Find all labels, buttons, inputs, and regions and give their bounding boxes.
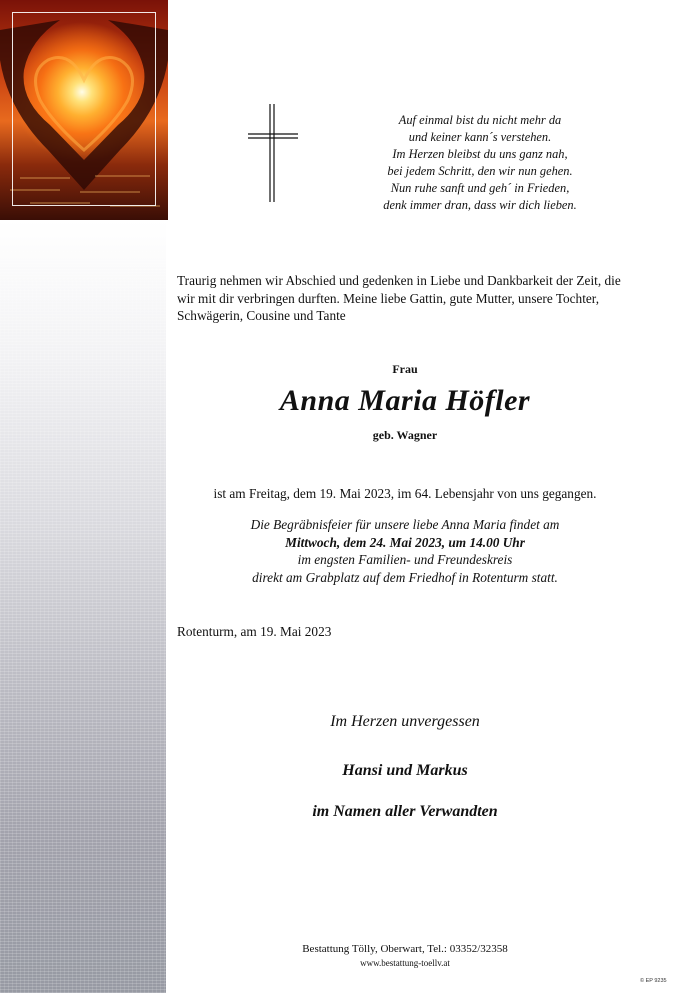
undertaker-website: www.bestattung-toellv.at <box>360 958 450 968</box>
poem-line: bei jedem Schritt, den wir nun gehen. <box>387 164 573 178</box>
decorative-side-strip <box>0 220 166 993</box>
photo-frame <box>12 12 156 206</box>
funeral-line: Die Begräbnisfeier für unsere liebe Anna Maria findet am <box>250 517 560 532</box>
funeral-date: Mittwoch, dem 24. Mai 2023, um 14.00 Uhr <box>285 534 525 550</box>
relatives-line: im Namen aller Verwandten <box>312 803 498 820</box>
funeral-info <box>200 516 610 586</box>
heart-sunset-photo <box>0 0 168 220</box>
undertaker-info: Bestattung Tölly, Oberwart, Tel.: 03352/32358 <box>302 943 508 955</box>
death-notice: ist am Freitag, dem 19. Mai 2023, im 64. Lebensjahr von uns gegangen. <box>213 486 597 501</box>
funeral-line: im engsten Familien- und Freundeskreis <box>297 552 513 567</box>
maiden-name: geb. Wagner <box>372 428 438 442</box>
intro-line: Schwägerin, Cousine und Tante <box>177 308 346 323</box>
deceased-title: Frau <box>392 362 418 376</box>
mourner-names: Hansi und Markus <box>342 762 468 779</box>
remember-line: Im Herzen unvergessen <box>330 713 480 730</box>
intro-line: wir mit dir verbringen durften. Meine liebe Gattin, gute Mutter, unsere Tochter, <box>177 290 600 306</box>
place-date: Rotenturm, am 19. Mai 2023 <box>177 624 332 639</box>
poem-line: Nun ruhe sanft und geh´ in Frieden, <box>390 181 570 195</box>
funeral-line: direkt am Grabplatz auf dem Friedhof in Rotenturm statt. <box>252 569 558 585</box>
deceased-name: Anna Maria Höfler <box>279 384 531 417</box>
poem-line: Im Herzen bleibst du uns ganz nah, <box>392 147 568 161</box>
intro-paragraph <box>177 272 637 325</box>
cross-icon <box>246 104 300 204</box>
print-code: © EP 9235 <box>640 978 667 984</box>
poem-line: denk immer dran, dass wir dich lieben. <box>383 198 577 212</box>
poem-line: Auf einmal bist du nicht mehr da <box>398 113 562 127</box>
poem-line: und keiner kann´s verstehen. <box>408 130 552 144</box>
intro-line: Traurig nehmen wir Abschied und gedenken in Liebe und Dankbarkeit der Zeit, die <box>177 273 621 288</box>
poem <box>350 112 610 214</box>
